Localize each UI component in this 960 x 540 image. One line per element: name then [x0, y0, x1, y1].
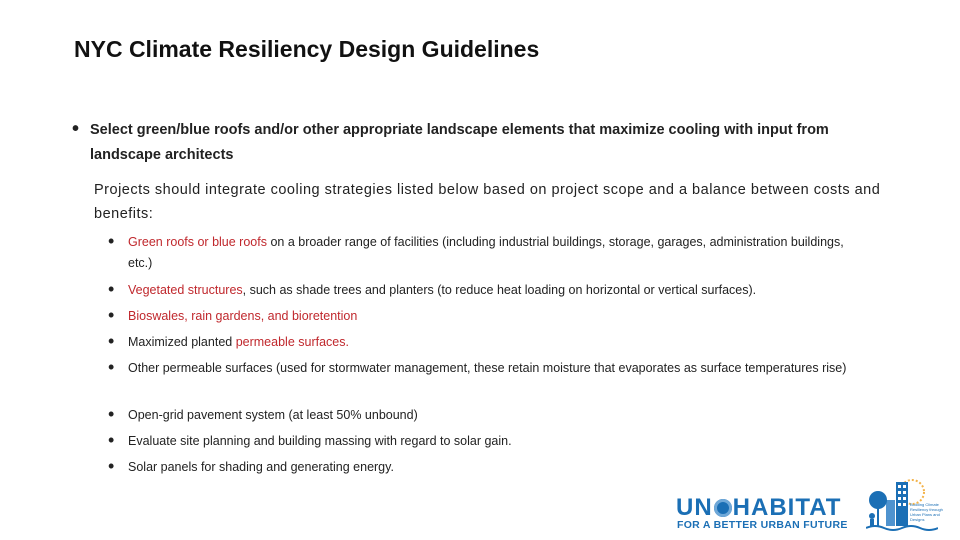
bullet-green-roofs: [108, 232, 868, 274]
bullet-text: Open-grid pavement system (at least 50% unbound): [128, 408, 418, 422]
bullet-permeable-surfaces: [108, 332, 868, 353]
bullet-dot: •: [108, 231, 115, 251]
highlight-text: permeable surfaces.: [235, 335, 349, 349]
main-bullet-text: Select green/blue roofs and/or other appropriate landscape elements that maximize cooling with input from landscape architects: [90, 122, 829, 163]
bullet-other-permeable: [108, 358, 868, 379]
highlight-text: Vegetated structures: [128, 283, 243, 297]
slide-title: NYC Climate Resiliency Design Guidelines: [74, 36, 540, 62]
bullet-dot: •: [72, 118, 80, 140]
bullet-bioswales: [108, 306, 868, 327]
bullet-dot: •: [108, 331, 115, 351]
logo-habitat-text: HABITAT: [732, 494, 842, 521]
bullet-solar-panels: [108, 457, 868, 478]
highlight-text: Green roofs or blue roofs: [128, 235, 267, 249]
bullet-dot: •: [108, 279, 115, 299]
un-globe-icon: [714, 499, 732, 517]
highlight-text: Bioswales, rain gardens, and bioretention: [128, 309, 358, 323]
un-habitat-logo: [676, 496, 841, 520]
intro-paragraph: Projects should integrate cooling strategies listed below based on project scope and a balance between costs and benefits:: [94, 182, 881, 222]
bullet-text: , such as shade trees and planters (to reduce heat loading on horizontal or vertical surfaces).: [242, 283, 757, 297]
badge-text: Building Climate Resiliency through Urban Plans and Designs: [910, 502, 943, 522]
logo-un-text: UN: [676, 494, 713, 521]
bullet-dot: •: [108, 305, 115, 325]
bullet-text: Maximized planted: [128, 335, 236, 349]
main-bullet: [72, 118, 892, 168]
bullet-site-planning: [108, 431, 868, 452]
bullet-text: Solar panels for shading and generating energy.: [128, 460, 394, 474]
bullet-text: on a broader range of facilities (including industrial buildings, storage, garages, administration buildings, etc.): [128, 235, 844, 270]
bullet-dot: •: [108, 456, 115, 476]
bullet-open-grid: [108, 405, 868, 426]
bullet-text: Evaluate site planning and building massing with regard to solar gain.: [128, 434, 512, 448]
bullet-dot: •: [108, 430, 115, 450]
bullet-dot: •: [108, 404, 115, 424]
logo-tagline: FOR A BETTER URBAN FUTURE: [677, 519, 848, 531]
bullet-vegetated-structures: [108, 280, 868, 301]
bullet-text: Other permeable surfaces (used for stormwater management, these retain moisture that evaporates as surface temperatures rise): [128, 361, 847, 375]
bullet-dot: •: [108, 357, 115, 377]
